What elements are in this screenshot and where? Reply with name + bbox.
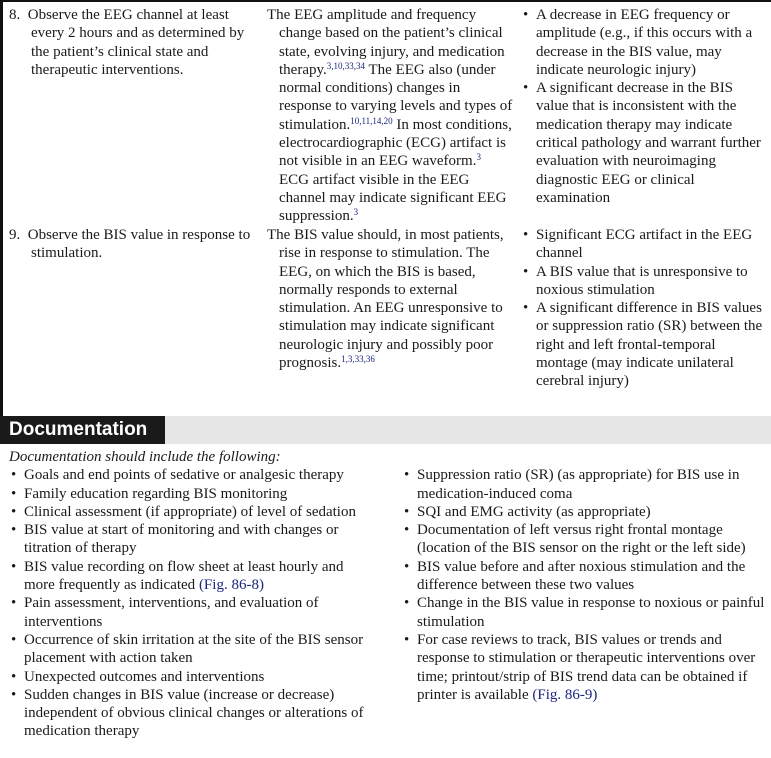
documentation-item [402,594,768,631]
report-item: • A BIS value that is unresponsive to noxious stimulation [521,263,769,300]
row-8-report [521,6,769,226]
action-text: Observe the BIS value in response to stimulation. [27,227,251,262]
row-9-action [9,226,259,416]
documentation-item [402,558,768,595]
item-text: SQI and EMG activity (as appropriate) [417,503,651,520]
item-text: Pain assessment, interventions, and evaluation of interventions [24,595,319,630]
row-8-rationale [267,6,513,226]
figure-link[interactable]: (Fig. 86-8) [198,577,264,594]
report-item: • A decrease in EEG frequency or amplitude (e.g., if this occurs with a decrease in the BIS value, may indicate neurologic injury) [521,6,769,79]
citation[interactable]: 3,10,33,34 [326,60,366,71]
documentation-item [9,521,374,558]
documentation-intro: Documentation should include the following: [9,449,281,465]
rationale-text: The BIS value should, in most patients, rise in response to stimulation. The EEG, on which the BIS is based, normally responds to external stimulation. An EEG unresponsive to stimulation may indicate significant neurologic injury and possibly poor prognosis. [267,227,504,372]
documentation-right-list [402,466,768,740]
item-text: BIS value recording on flow sheet at least hourly and more frequently as indicated [24,558,344,594]
rationale-paragraph [267,226,513,372]
item-text: Documentation of left versus right frontal montage (location of the BIS sensor on the right or the left side) [417,522,746,557]
row-9 [3,226,771,416]
documentation-item [402,503,768,521]
figure-link[interactable]: (Fig. 86-9) [532,686,598,703]
rationale-text: ECG artifact visible in the EEG channel may indicate significant EEG suppression. [279,171,507,225]
documentation-item [9,503,374,521]
item-text: Family education regarding BIS monitoring [24,485,288,502]
documentation-item [402,631,768,704]
item-text: Occurrence of skin irritation at the site of the BIS sensor placement with action taken [24,631,364,667]
documentation-item [9,686,374,741]
documentation-item [9,466,374,484]
documentation-item [9,558,374,595]
documentation-item [402,466,768,503]
row-8-action [9,6,259,226]
report-item: • Significant ECG artifact in the EEG channel [521,226,769,263]
item-text: Suppression ratio (SR) (as appropriate) for BIS use in medication-induced coma [417,467,740,502]
citation[interactable]: 1,3,33,36 [341,354,375,365]
report-item: • A significant decrease in the BIS value that is inconsistent with the medication therapy may indicate critical pathology and warrant further evaluation with neuroimaging diagnostic EEG or clinical examination [521,79,769,207]
documentation-left-list [9,466,374,740]
section-heading: Documentation [0,416,165,444]
item-text: Unexpected outcomes and interventions [24,668,265,685]
row-8 [3,6,771,226]
item-text: BIS value before and after noxious stimulation and the difference between these two values [417,558,746,594]
item-text: Clinical assessment (if appropriate) of level of sedation [24,503,356,520]
documentation-item [9,668,374,686]
documentation-item [9,594,374,631]
documentation-item [9,485,374,503]
step-number: 8. [9,7,21,23]
report-list [521,6,769,207]
section-band [0,416,771,444]
rationale-text: The EEG also (under normal conditions) changes in response to varying levels and types of stimulation. [279,61,513,133]
rationale-text: In most conditions, electrocardiographic (ECG) artifact is not visible in an EEG waveform. [279,116,512,170]
item-text: BIS value at start of monitoring and with changes or titration of therapy [24,522,339,557]
item-text: For case reviews to track, BIS values or trends and response to stimulation or therapeutic interventions over time; printout/strip of BIS trend data can be obtained if printer is available [417,631,756,703]
item-text: Sudden changes in BIS value (increase or decrease) independent of obvious clinical changes or alterations of medication therapy [24,686,364,740]
rationale-paragraph [267,6,513,226]
step-number: 9. [9,227,21,243]
documentation-columns [9,466,768,740]
documentation-item [9,631,374,668]
documentation-item [402,521,768,558]
report-list [521,226,769,391]
citation[interactable]: 3 [476,152,481,163]
citation[interactable]: 3 [353,207,359,218]
documentation-section [0,444,771,749]
rationale-text: The EEG amplitude and frequency change based on the patient’s clinical state, evolving injury, and medication therapy. [267,7,505,78]
action-text: Observe the EEG channel at least every 2 hours and as determined by the patient’s clinical state and therapeutic interventions. [27,7,245,78]
item-text: Goals and end points of sedative or analgesic therapy [24,467,344,484]
citation[interactable]: 10,11,14,20 [350,115,393,126]
row-9-report [521,226,769,416]
item-text: Change in the BIS value in response to noxious or painful stimulation [417,595,765,630]
row-9-rationale [267,226,513,416]
report-item: • A significant difference in BIS values or suppression ratio (SR) between the right and left frontal-temporal montage (may indicate unilateral cerebral injury) [521,299,769,390]
